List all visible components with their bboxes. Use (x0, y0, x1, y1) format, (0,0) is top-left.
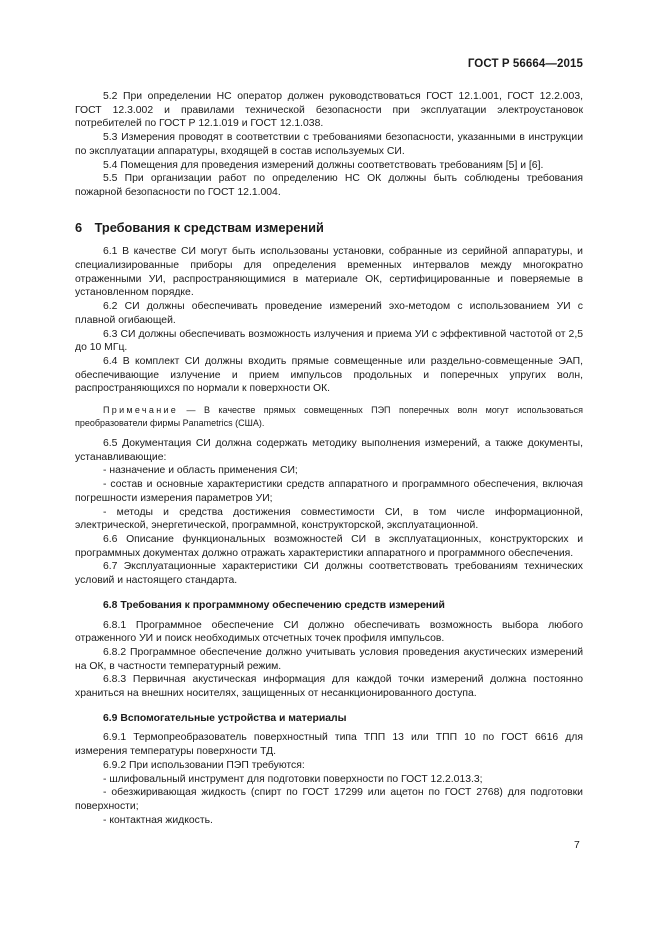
paragraph-6-5: 6.5 Документация СИ должна содержать методику выполнения измерений, а также документы, устанавливающие: (75, 438, 583, 463)
subsection-6-8-heading: 6.8 Требования к программному обеспечению средств измерений (103, 599, 445, 611)
section-number: 6 (75, 219, 83, 235)
list-item: - состав и основные характеристики средств аппаратного и программного обеспечения, включая погрешности измерения параметров УИ; (75, 479, 583, 504)
list-item: - методы и средства достижения совместимости СИ, в том числе информационной, электрической, энергетической, программной, конструкторской, эксплуатационной. (75, 506, 583, 532)
note-text: — В качестве прямых совмещенных ПЭП поперечных волн могут использоваться преобразователи фирмы Panametrics (США). (75, 405, 583, 428)
paragraph-6-6: 6.6 Описание функциональных возможностей СИ в эксплуатационных, конструкторских и программных документах должно отражать характеристики аппаратного и программного обеспечения. (75, 533, 583, 559)
document-code: ГОСТ Р 56664—2015 (467, 58, 583, 70)
paragraph-5-2: 5.2 При определении НС оператор должен руководствоваться ГОСТ 12.1.001, ГОСТ 12.2.003, ГОСТ 12.3.002 и правилами технической безопасности при эксплуатации электроустановок потребителей по ГОСТ Р 12.1.019 и ГОСТ 12.1.038. (75, 91, 583, 130)
list-item: - шлифовальный инструмент для подготовки поверхности по ГОСТ 12.2.013.3; (103, 773, 483, 785)
paragraph-5-5: 5.5 При организации работ по определению НС ОК должны быть соблюдены требования пожарной безопасности по ГОСТ 12.1.004. (75, 173, 583, 198)
paragraph-6-8-1: 6.8.1 Программное обеспечение СИ должно обеспечивать возможность выбора любого отраженного УИ и поиск необходимых отсчетных точек профиля импульсов. (75, 619, 583, 645)
list-item: - назначение и область применения СИ; (103, 465, 298, 477)
paragraph-6-9-2: 6.9.2 При использовании ПЭП требуются: (103, 759, 305, 771)
paragraph-6-3: 6.3 СИ должны обеспечивать возможность излучения и приема УИ с эффективной частотой от 2,5 до 10 МГц. (75, 328, 583, 354)
list-item: - контактная жидкость. (103, 814, 213, 826)
paragraph-6-7: 6.7 Эксплуатационные характеристики СИ должны соответствовать требованиям технических условий и настоящего стандарта. (75, 561, 583, 587)
paragraph-6-8-3: 6.8.3 Первичная акустическая информация для каждой точки измерений должна постоянно храниться на внешних носителях, защищенных от несанкционированного доступа. (75, 674, 583, 700)
section-title: Требования к средствам измерений (94, 219, 324, 235)
paragraph-6-8-2: 6.8.2 Программное обеспечение должно учитывать условия проведения акустических измерений на ОК, в частности температурный режим. (75, 646, 583, 672)
paragraph-6-1: 6.1 В качестве СИ могут быть использованы установки, собранные из серийной аппаратуры, и специализированные приборы для определения временных интервалов между многократно отраженными УИ, распространяющимися в материале ОК, сертифицированные и поверяемые в установленном порядке. (75, 246, 583, 299)
paragraph-5-3: 5.3 Измерения проводят в соответствии с требованиями безопасности, указанными в инструкции по эксплуатации аппаратуры, входящей в состав используемых СИ. (75, 132, 583, 157)
paragraph-6-2: 6.2 СИ должны обеспечивать проведение измерений эхо-методом с использованием УИ с плавной огибающей. (75, 301, 583, 326)
list-item: - обезжиривающая жидкость (спирт по ГОСТ 17299 или ацетон по ГОСТ 2768) для подготовки поверхности; (75, 787, 583, 812)
note (75, 404, 583, 429)
paragraph-6-9-1: 6.9.1 Термопреобразователь поверхностный типа ТПП 13 или ТПП 10 по ГОСТ 6616 для измерения температуры поверхности ТД. (75, 732, 583, 758)
document-body (75, 90, 583, 827)
section-6-heading (75, 221, 583, 235)
subsection-6-9-heading: 6.9 Вспомогательные устройства и материалы (103, 712, 347, 724)
page-number: 7 (574, 840, 580, 851)
paragraph-6-4: 6.4 В комплект СИ должны входить прямые совмещенные или раздельно-совмещенные ЭАП, обеспечивающие излучение и прием импульсов продольных и поперечных упругих волн, распространяющихся по нормали к поверхности ОК. (75, 355, 583, 395)
paragraph-5-4: 5.4 Помещения для проведения измерений должны соответствовать требованиям [5] и [6]. (103, 159, 544, 171)
note-label: Примечание (103, 405, 179, 416)
